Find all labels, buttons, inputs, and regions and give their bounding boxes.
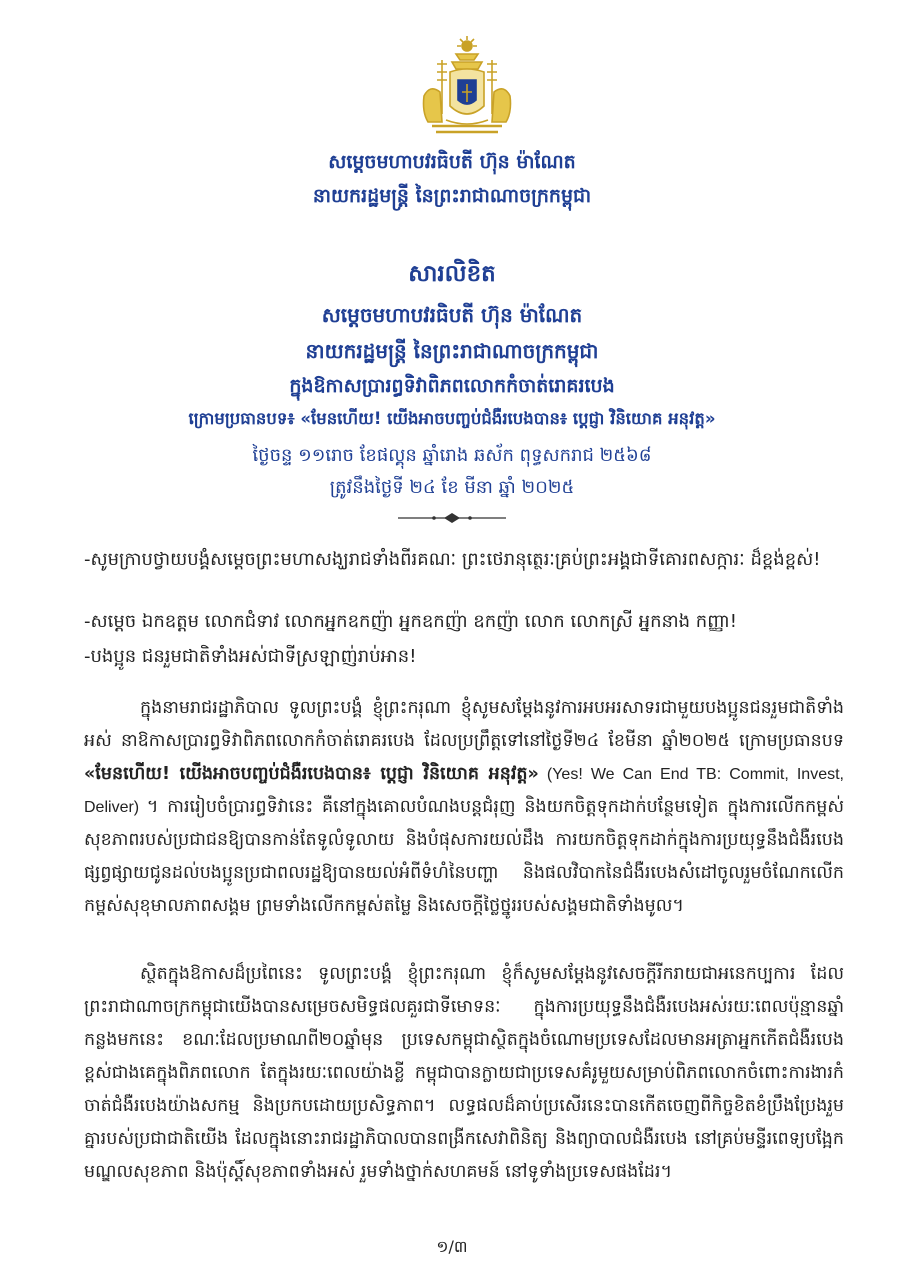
body-paragraph-1 bbox=[84, 692, 844, 923]
salutation-line-2: -សម្តេច ឯកឧត្តម លោកជំទាវ លោកអ្នកឧកញ៉ា អ្នកឧកញ៉ា ឧកញ៉ា លោក លោកស្រី អ្នកនាង កញ្ញា! bbox=[84, 611, 737, 632]
title-line-2: នាយករដ្ឋមន្ត្រី នៃព្រះរាជាណាចក្រកម្ពុជា bbox=[305, 339, 599, 363]
body-paragraph-2 bbox=[84, 958, 844, 1189]
letterhead-name: សម្តេចមហាបវរធិបតី ហ៊ុន ម៉ាណែត bbox=[328, 151, 576, 173]
paragraph-1-theme: «មែនហើយ! យើងអាចបញ្ចប់ជំងឺរបេងបាន៖ ប្តេជ្ញា វិនិយោគ អនុវត្ត» bbox=[84, 764, 539, 784]
lunar-date: ថ្ងៃចន្ទ ១១រោច ខែផល្គុន ឆ្នាំរោង ឆស័ក ពុទ្ធសករាជ ២៥៦៨ bbox=[252, 445, 652, 466]
royal-coat-of-arms-icon bbox=[412, 36, 522, 144]
title-line-4: ក្រោមប្រធានបទ៖ «មែនហើយ! យើងអាចបញ្ចប់ជំងឺរបេងបាន៖ ប្តេជ្ញា វិនិយោគ អនុវត្ត» bbox=[188, 409, 716, 428]
page-number: ១/៣ bbox=[436, 1237, 468, 1256]
title-line-3: ក្នុងឱកាសប្រារព្ធទិវាពិភពលោកកំចាត់រោគរបេង bbox=[289, 375, 615, 397]
letterhead-position: នាយករដ្ឋមន្ត្រី នៃព្រះរាជាណាចក្រកម្ពុជា bbox=[312, 185, 592, 207]
title-line-1: សម្តេចមហាបវរធិបតី ហ៊ុន ម៉ាណែត bbox=[321, 303, 583, 327]
ornamental-divider-icon bbox=[394, 512, 510, 524]
paragraph-1-part-1: ក្នុងនាមរាជរដ្ឋាភិបាល ទូលព្រះបង្គំ ខ្ញុំព្រះករុណា ខ្ញុំសូមសម្តែងនូវការអបអរសាទរជាមួយបងប្អូនជនរួមជាតិទាំងអស់ នាឱកាសប្រារព្ធទិវាពិភពលោកកំចាត់រោគរបេង ដែលប្រព្រឹត្តទៅនៅថ្ងៃទី២៤ ខែមីនា ឆ្នាំ២០២៥ ក្រោមប្រធានបទ bbox=[84, 698, 844, 751]
salutation-line-3: -បងប្អូន ជនរួមជាតិទាំងអស់ជាទីស្រឡាញ់រាប់អាន! bbox=[84, 646, 417, 667]
salutation-line-1: -សូមក្រាបថ្វាយបង្គំសម្តេចព្រះមហាសង្ឃរាជទាំងពីរគណៈ ព្រះថេរានុត្ថេរៈគ្រប់ព្រះអង្គជាទីគោរពសក្ការៈ ដ៏ខ្ពង់ខ្ពស់! bbox=[84, 549, 821, 570]
solar-date: ត្រូវនឹងថ្ងៃទី ២៤ ខែ មីនា ឆ្នាំ ២០២៥ bbox=[329, 477, 575, 498]
paragraph-2-text: ស្ថិតក្នុងឱកាសដ៏ប្រពៃនេះ ទូលព្រះបង្គំ ខ្ញុំព្រះករុណា ខ្ញុំក៏សូមសម្តែងនូវសេចក្តីរីករាយជាអនេកប្បការ ដែលព្រះរាជាណាចក្រកម្ពុជាយើងបានសម្រេចសមិទ្ធផលគួរជាទីមោទនៈ ក្នុងការប្រយុទ្ធនឹងជំងឺរបេងអស់រយៈពេលប៉ុន្មានឆ្នាំកន្លងមកនេះ ខណៈដែលប្រមាណពី២០ឆ្នាំមុន ប្រទេសកម្ពុជាស្ថិតក្នុងចំណោមប្រទេសដែលមានអត្រាអ្នកកើតជំងឺរបេងខ្ពស់ជាងគេក្នុងពិភពលោក តែក្នុងរយៈពេលយ៉ាងខ្លី កម្ពុជាបានក្លាយជាប្រទេសគំរូមួយសម្រាប់ពិភពលោកចំពោះការងារកំចាត់ជំងឺរបេងយ៉ាងសកម្ម និងប្រកបដោយប្រសិទ្ធភាព។ លទ្ធផលដ៏គាប់ប្រសើរនេះបានកើតចេញពីកិច្ចខិតខំប្រឹងប្រែងរួមគ្នារបស់ប្រជាជាតិយើង ដែលក្នុងនោះរាជរដ្ឋាភិបាលបានពង្រីកសេវាពិនិត្យ និងព្យាបាលជំងឺរបេង នៅគ្រប់មន្ទីរពេទ្យបង្អែក មណ្ឌលសុខភាព និងប៉ុស្តិ៍សុខភាពទាំងអស់ រួមទាំងថ្នាក់សហគមន៍ នៅទូទាំងប្រទេសផងដែរ។ bbox=[84, 964, 844, 1182]
paragraph-1-english-theme: (Yes! We Can End TB: Commit, Invest, Deliver) bbox=[84, 766, 844, 816]
paragraph-1-part-2: ។ ការរៀបចំប្រារព្ធទិវានេះ គឺនៅក្នុងគោលបំណងបន្តជំរុញ និងយកចិត្តទុកដាក់បន្ថែមទៀត ក្នុងការលើកកម្ពស់សុខភាពរបស់ប្រជាជនឱ្យបានកាន់តែទូលំទូលាយ និងបំផុសការយល់ដឹង ការយកចិត្តទុកដាក់ក្នុងការប្រយុទ្ធនឹងជំងឺរបេង ផ្សព្វផ្សាយជូនដល់បងប្អូនប្រជាពលរដ្ឋឱ្យបានយល់អំពីទំហំនៃបញ្ហា និងផលវិបាកនៃជំងឺរបេងសំដៅចូលរួមចំណែកលើកកម្ពស់សុខុមាលភាពសង្គម ព្រមទាំងលើកកម្ពស់តម្លៃ និងសេចក្តីថ្លៃថ្នូររបស់សង្គមជាតិទាំងមូល។ bbox=[84, 797, 844, 916]
document-heading: សារលិខិត bbox=[408, 261, 496, 287]
